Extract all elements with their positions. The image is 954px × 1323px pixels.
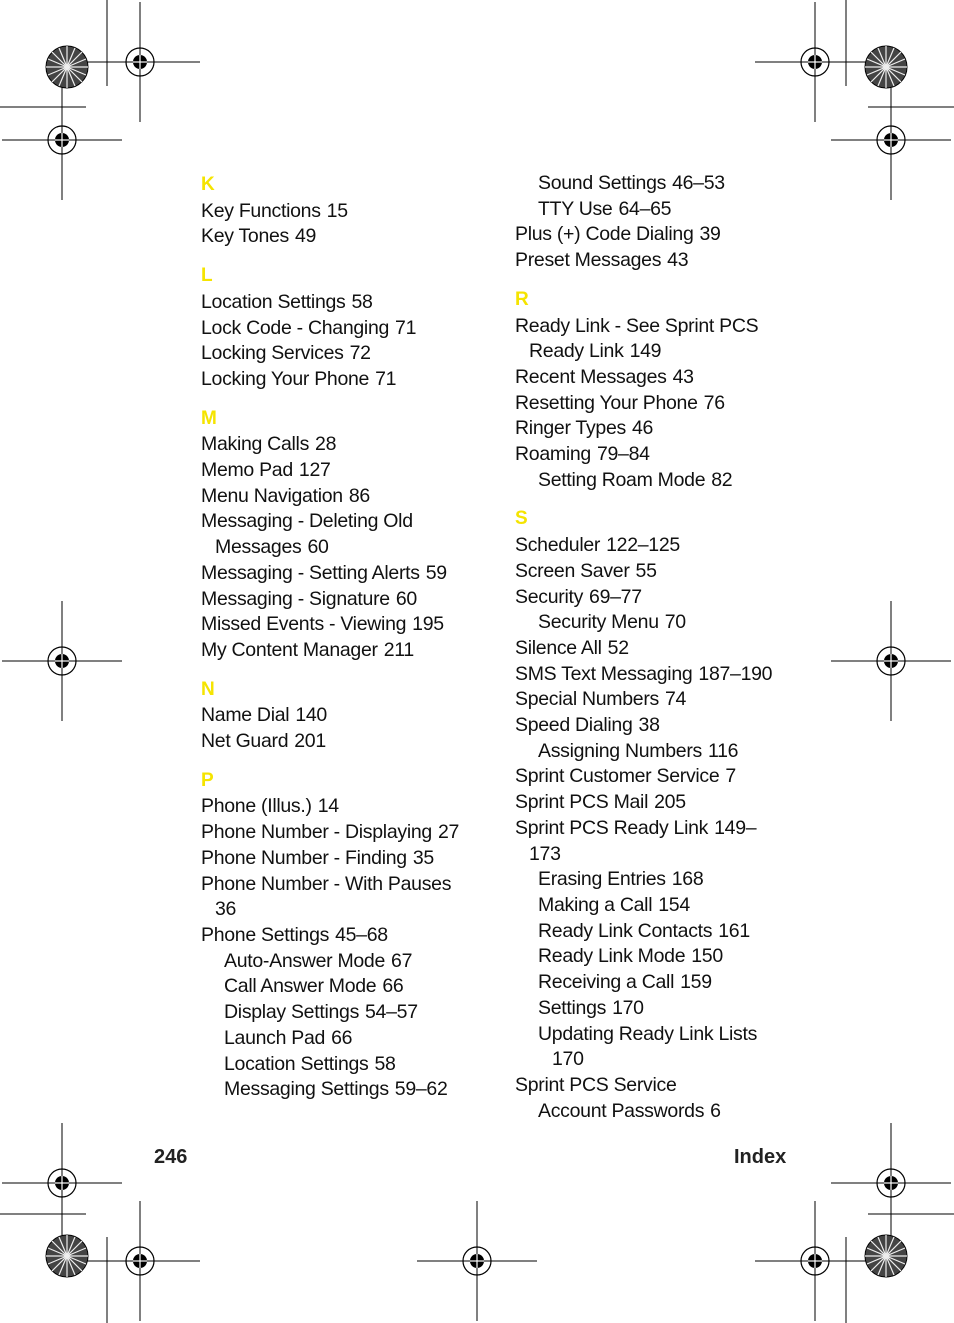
index-entry-term: Silence All xyxy=(515,636,602,659)
index-entry xyxy=(201,794,481,820)
index-entry xyxy=(201,341,481,367)
index-entry-term: 36 xyxy=(215,898,237,921)
index-entry-term: Call Answer Mode xyxy=(224,975,377,998)
index-entry-term: My Content Manager xyxy=(201,638,378,661)
index-entry xyxy=(201,587,481,613)
index-entry xyxy=(515,365,795,391)
index-entry-term: 170 xyxy=(552,1048,584,1071)
index-entry xyxy=(515,893,795,919)
index-entry-page: 54–57 xyxy=(365,1001,418,1024)
index-entry-term: Ready Link Contacts xyxy=(538,919,713,942)
index-entry-page: 69–77 xyxy=(589,585,642,608)
index-column-left xyxy=(201,172,481,1103)
index-entry-page: 66 xyxy=(331,1026,353,1049)
index-entry-page: 140 xyxy=(295,704,327,727)
index-entry-page: 39 xyxy=(699,223,721,246)
index-entry xyxy=(201,872,481,898)
index-entry xyxy=(201,974,481,1000)
index-entry-page: 45–68 xyxy=(335,923,388,946)
index-entry-term: Sprint PCS Ready Link xyxy=(515,816,709,839)
index-entry-page: 161 xyxy=(718,919,750,942)
index-entry-term: Messaging - Setting Alerts xyxy=(201,561,420,584)
index-entry-term: Display Settings xyxy=(224,1001,360,1024)
index-entry-term: Making a Call xyxy=(538,893,653,916)
index-entry xyxy=(515,662,795,688)
index-entry xyxy=(515,1047,795,1073)
index-entry xyxy=(515,996,795,1022)
index-entry-page: 74 xyxy=(664,688,687,711)
index-entry-page: 46–53 xyxy=(672,172,725,194)
index-entry xyxy=(201,367,481,393)
index-entry xyxy=(515,559,795,585)
index-entry xyxy=(201,897,481,923)
index-entry-term: Phone Settings xyxy=(201,923,330,946)
index-entry-page: 64–65 xyxy=(618,197,672,220)
index-entry-page: 7 xyxy=(725,765,736,788)
index-entry-page: 58 xyxy=(351,290,373,313)
index-entry-term: Phone Number - Displaying xyxy=(201,821,432,844)
crosshair-icon xyxy=(2,601,122,721)
crosshair-icon xyxy=(80,1201,200,1321)
index-entry-page: 72 xyxy=(349,342,371,365)
index-entry xyxy=(515,713,795,739)
index-entry-page: 67 xyxy=(391,949,413,972)
index-entry-page: 49 xyxy=(295,225,317,248)
index-entry-page: 187–190 xyxy=(698,662,773,685)
index-entry xyxy=(515,739,795,765)
index-entry-term: Resetting Your Phone xyxy=(515,391,698,414)
index-entry xyxy=(201,316,481,342)
index-entry-page: 116 xyxy=(707,739,739,762)
index-entry-term: Lock Code - Changing xyxy=(201,316,390,339)
index-entry-page: 66 xyxy=(382,975,404,998)
index-entry-page: 76 xyxy=(703,391,725,414)
index-entry xyxy=(515,533,795,559)
index-entry xyxy=(515,610,795,636)
index-entry xyxy=(201,846,481,872)
index-entry-page: 59–62 xyxy=(394,1078,448,1101)
index-entry xyxy=(201,638,481,664)
index-entry xyxy=(201,949,481,975)
index-entry-term: Assigning Numbers xyxy=(538,739,702,762)
index-entry-term: Phone Number - With Pauses xyxy=(201,872,452,895)
index-entry-page: 127 xyxy=(298,459,331,482)
index-entry-term: Phone (Illus.) xyxy=(201,795,312,818)
index-entry-page: 35 xyxy=(412,846,434,869)
starburst-icon xyxy=(865,1235,907,1277)
index-entry-term: Account Passwords xyxy=(538,1099,705,1122)
index-entry-page: 82 xyxy=(711,468,733,491)
index-entry-page: 55 xyxy=(635,559,657,582)
index-entry xyxy=(201,224,481,250)
index-entry-term: Missed Events - Viewing xyxy=(201,613,407,636)
index-entry-term: Sprint PCS Service xyxy=(515,1073,677,1096)
index-entry-term: Updating Ready Link Lists xyxy=(538,1022,758,1045)
index-entry xyxy=(201,1052,481,1078)
index-entry-page: 70 xyxy=(664,611,686,634)
index-letter-heading: R xyxy=(515,288,529,310)
index-entry xyxy=(201,561,481,587)
index-entry-page: 201 xyxy=(294,730,326,753)
index-entry xyxy=(515,944,795,970)
index-entry-term: Security Menu xyxy=(538,611,659,634)
index-entry-term: Location Settings xyxy=(201,290,346,313)
index-entry-term: Locking Your Phone xyxy=(201,367,370,390)
index-letter-heading: S xyxy=(515,508,528,530)
index-entry xyxy=(515,468,795,494)
index-entry-term: SMS Text Messaging xyxy=(515,662,693,685)
index-entry-term: Ready Link - See Sprint PCS xyxy=(515,314,759,337)
index-entry xyxy=(201,290,481,316)
index-entry-page: 46 xyxy=(631,417,654,440)
index-entry xyxy=(201,199,481,225)
index-entry-term: Auto-Answer Mode xyxy=(224,949,386,972)
index-entry xyxy=(515,970,795,996)
index-entry xyxy=(515,842,795,868)
index-entry-term: Memo Pad xyxy=(201,459,293,482)
index-entry xyxy=(515,816,795,842)
index-entry-term: Key Tones xyxy=(201,225,290,248)
index-entry-term: Preset Messages xyxy=(515,249,662,272)
index-entry xyxy=(515,391,795,417)
index-column-right xyxy=(515,171,795,1124)
index-entry-page: 195 xyxy=(412,613,444,636)
index-entry-term: Security xyxy=(515,585,584,608)
index-entry-page: 122–125 xyxy=(606,534,680,557)
index-letter-heading: K xyxy=(201,174,215,195)
crosshair-icon xyxy=(80,2,200,122)
index-entry xyxy=(515,1099,795,1125)
index-entry-term: Messaging - Signature xyxy=(201,587,390,610)
index-entry-term: Key Functions xyxy=(201,199,321,222)
index-letter-heading: M xyxy=(201,407,217,429)
index-entry-term: Messaging - Deleting Old xyxy=(201,510,413,533)
starburst-icon xyxy=(46,1235,88,1277)
index-entry xyxy=(515,790,795,816)
index-entry xyxy=(201,612,481,638)
index-entry xyxy=(201,432,481,458)
starburst-icon xyxy=(46,46,88,88)
index-entry-term: Ready Link xyxy=(529,340,624,363)
crosshair-icon xyxy=(755,1201,875,1321)
index-entry-term: Screen Saver xyxy=(515,559,630,582)
index-entry-page: 159 xyxy=(680,971,712,994)
index-entry xyxy=(515,919,795,945)
index-entry-page: 14 xyxy=(317,795,339,818)
index-entry xyxy=(201,1000,481,1026)
index-entry-term: Sprint Customer Service xyxy=(515,765,720,788)
index-entry-page: 149– xyxy=(714,816,757,839)
index-entry xyxy=(515,416,795,442)
index-entry-term: Setting Roam Mode xyxy=(538,468,706,491)
index-entry xyxy=(201,458,481,484)
index-entry xyxy=(515,1022,795,1048)
index-entry xyxy=(515,314,795,340)
index-entry-term: TTY Use xyxy=(538,197,613,220)
index-entry-term: Name Dial xyxy=(201,704,290,727)
index-entry-page: 43 xyxy=(667,249,689,272)
index-entry-term: Menu Navigation xyxy=(201,484,343,507)
index-entry xyxy=(515,764,795,790)
starburst-icon xyxy=(865,46,907,88)
index-entry xyxy=(515,222,795,248)
index-entry-term: Erasing Entries xyxy=(538,868,666,891)
index-entry-term: Messaging Settings xyxy=(224,1078,389,1101)
index-entry-term: Ringer Types xyxy=(515,417,626,440)
index-entry-page: 15 xyxy=(326,199,348,222)
index-entry-page: 149 xyxy=(629,340,662,363)
crosshair-icon xyxy=(831,80,951,200)
index-entry-term: Messages xyxy=(215,536,302,559)
index-entry xyxy=(515,248,795,274)
index-letter-heading: P xyxy=(201,769,214,791)
index-entry-page: 71 xyxy=(375,367,397,390)
index-entry-page: 79–84 xyxy=(596,443,650,466)
crosshair-icon xyxy=(831,601,951,721)
index-entry xyxy=(201,729,481,755)
index-letter-heading: L xyxy=(201,265,213,287)
index-entry xyxy=(201,923,481,949)
index-entry xyxy=(515,687,795,713)
index-entry-term: Location Settings xyxy=(224,1052,369,1075)
index-entry xyxy=(515,442,795,468)
index-entry xyxy=(201,535,481,561)
index-entry-term: Locking Services xyxy=(201,342,344,365)
index-entry xyxy=(201,703,481,729)
index-entry-page: 28 xyxy=(315,433,337,456)
index-entry-page: 168 xyxy=(671,868,704,891)
index-entry-term: Phone Number - Finding xyxy=(201,846,407,869)
index-entry-term: Sound Settings xyxy=(538,172,667,194)
index-entry-page: 58 xyxy=(374,1052,396,1075)
index-entry-term: Settings xyxy=(538,996,607,1019)
index-entry-page: 60 xyxy=(395,587,417,610)
index-entry-term: 173 xyxy=(529,842,561,865)
index-entry-term: Sprint PCS Mail xyxy=(515,791,649,814)
index-entry xyxy=(201,484,481,510)
index-entry xyxy=(201,509,481,535)
index-entry-page: 170 xyxy=(612,996,644,1019)
index-entry-term: Ready Link Mode xyxy=(538,945,686,968)
index-entry xyxy=(515,197,795,223)
index-entry-page: 6 xyxy=(710,1099,721,1122)
index-entry-page: 52 xyxy=(607,636,629,659)
crosshair-icon xyxy=(2,1123,122,1243)
index-entry-term: Plus (+) Code Dialing xyxy=(515,223,694,246)
index-entry-page: 38 xyxy=(638,714,660,737)
index-entry-term: Recent Messages xyxy=(515,365,667,388)
index-entry-page: 60 xyxy=(307,536,329,559)
index-entry-page: 27 xyxy=(437,821,460,844)
page-number: 246 xyxy=(154,1146,188,1168)
index-entry-page: 59 xyxy=(425,561,447,584)
index-entry-term: Making Calls xyxy=(201,433,310,456)
index-entry xyxy=(201,1077,481,1103)
index-entry xyxy=(515,867,795,893)
index-entry xyxy=(515,339,795,365)
index-entry xyxy=(201,1026,481,1052)
index-entry-page: 43 xyxy=(672,365,694,388)
crosshair-icon xyxy=(2,80,122,200)
index-entry-page: 154 xyxy=(658,893,690,916)
index-entry xyxy=(515,1073,795,1099)
index-entry-term: Net Guard xyxy=(201,730,289,753)
index-entry-page: 205 xyxy=(654,791,686,814)
index-entry-term: Special Numbers xyxy=(515,688,659,711)
index-entry-page: 150 xyxy=(691,945,723,968)
index-entry xyxy=(515,171,795,197)
index-entry-term: Speed Dialing xyxy=(515,714,633,737)
crosshair-icon xyxy=(417,1201,537,1321)
index-entry xyxy=(515,585,795,611)
index-letter-heading: N xyxy=(201,678,215,700)
index-entry-term: Receiving a Call xyxy=(538,971,675,994)
index-entry-term: Scheduler xyxy=(515,534,601,557)
index-entry xyxy=(515,636,795,662)
index-entry-term: Launch Pad xyxy=(224,1026,326,1049)
index-entry-page: 86 xyxy=(348,484,370,507)
section-title: Index xyxy=(734,1146,787,1168)
index-entry-term: Roaming xyxy=(515,443,591,466)
index-entry-page: 71 xyxy=(395,316,417,339)
index-entry xyxy=(201,820,481,846)
crosshair-icon xyxy=(831,1123,951,1243)
index-entry-page: 211 xyxy=(383,638,414,661)
crosshair-icon xyxy=(755,2,875,122)
